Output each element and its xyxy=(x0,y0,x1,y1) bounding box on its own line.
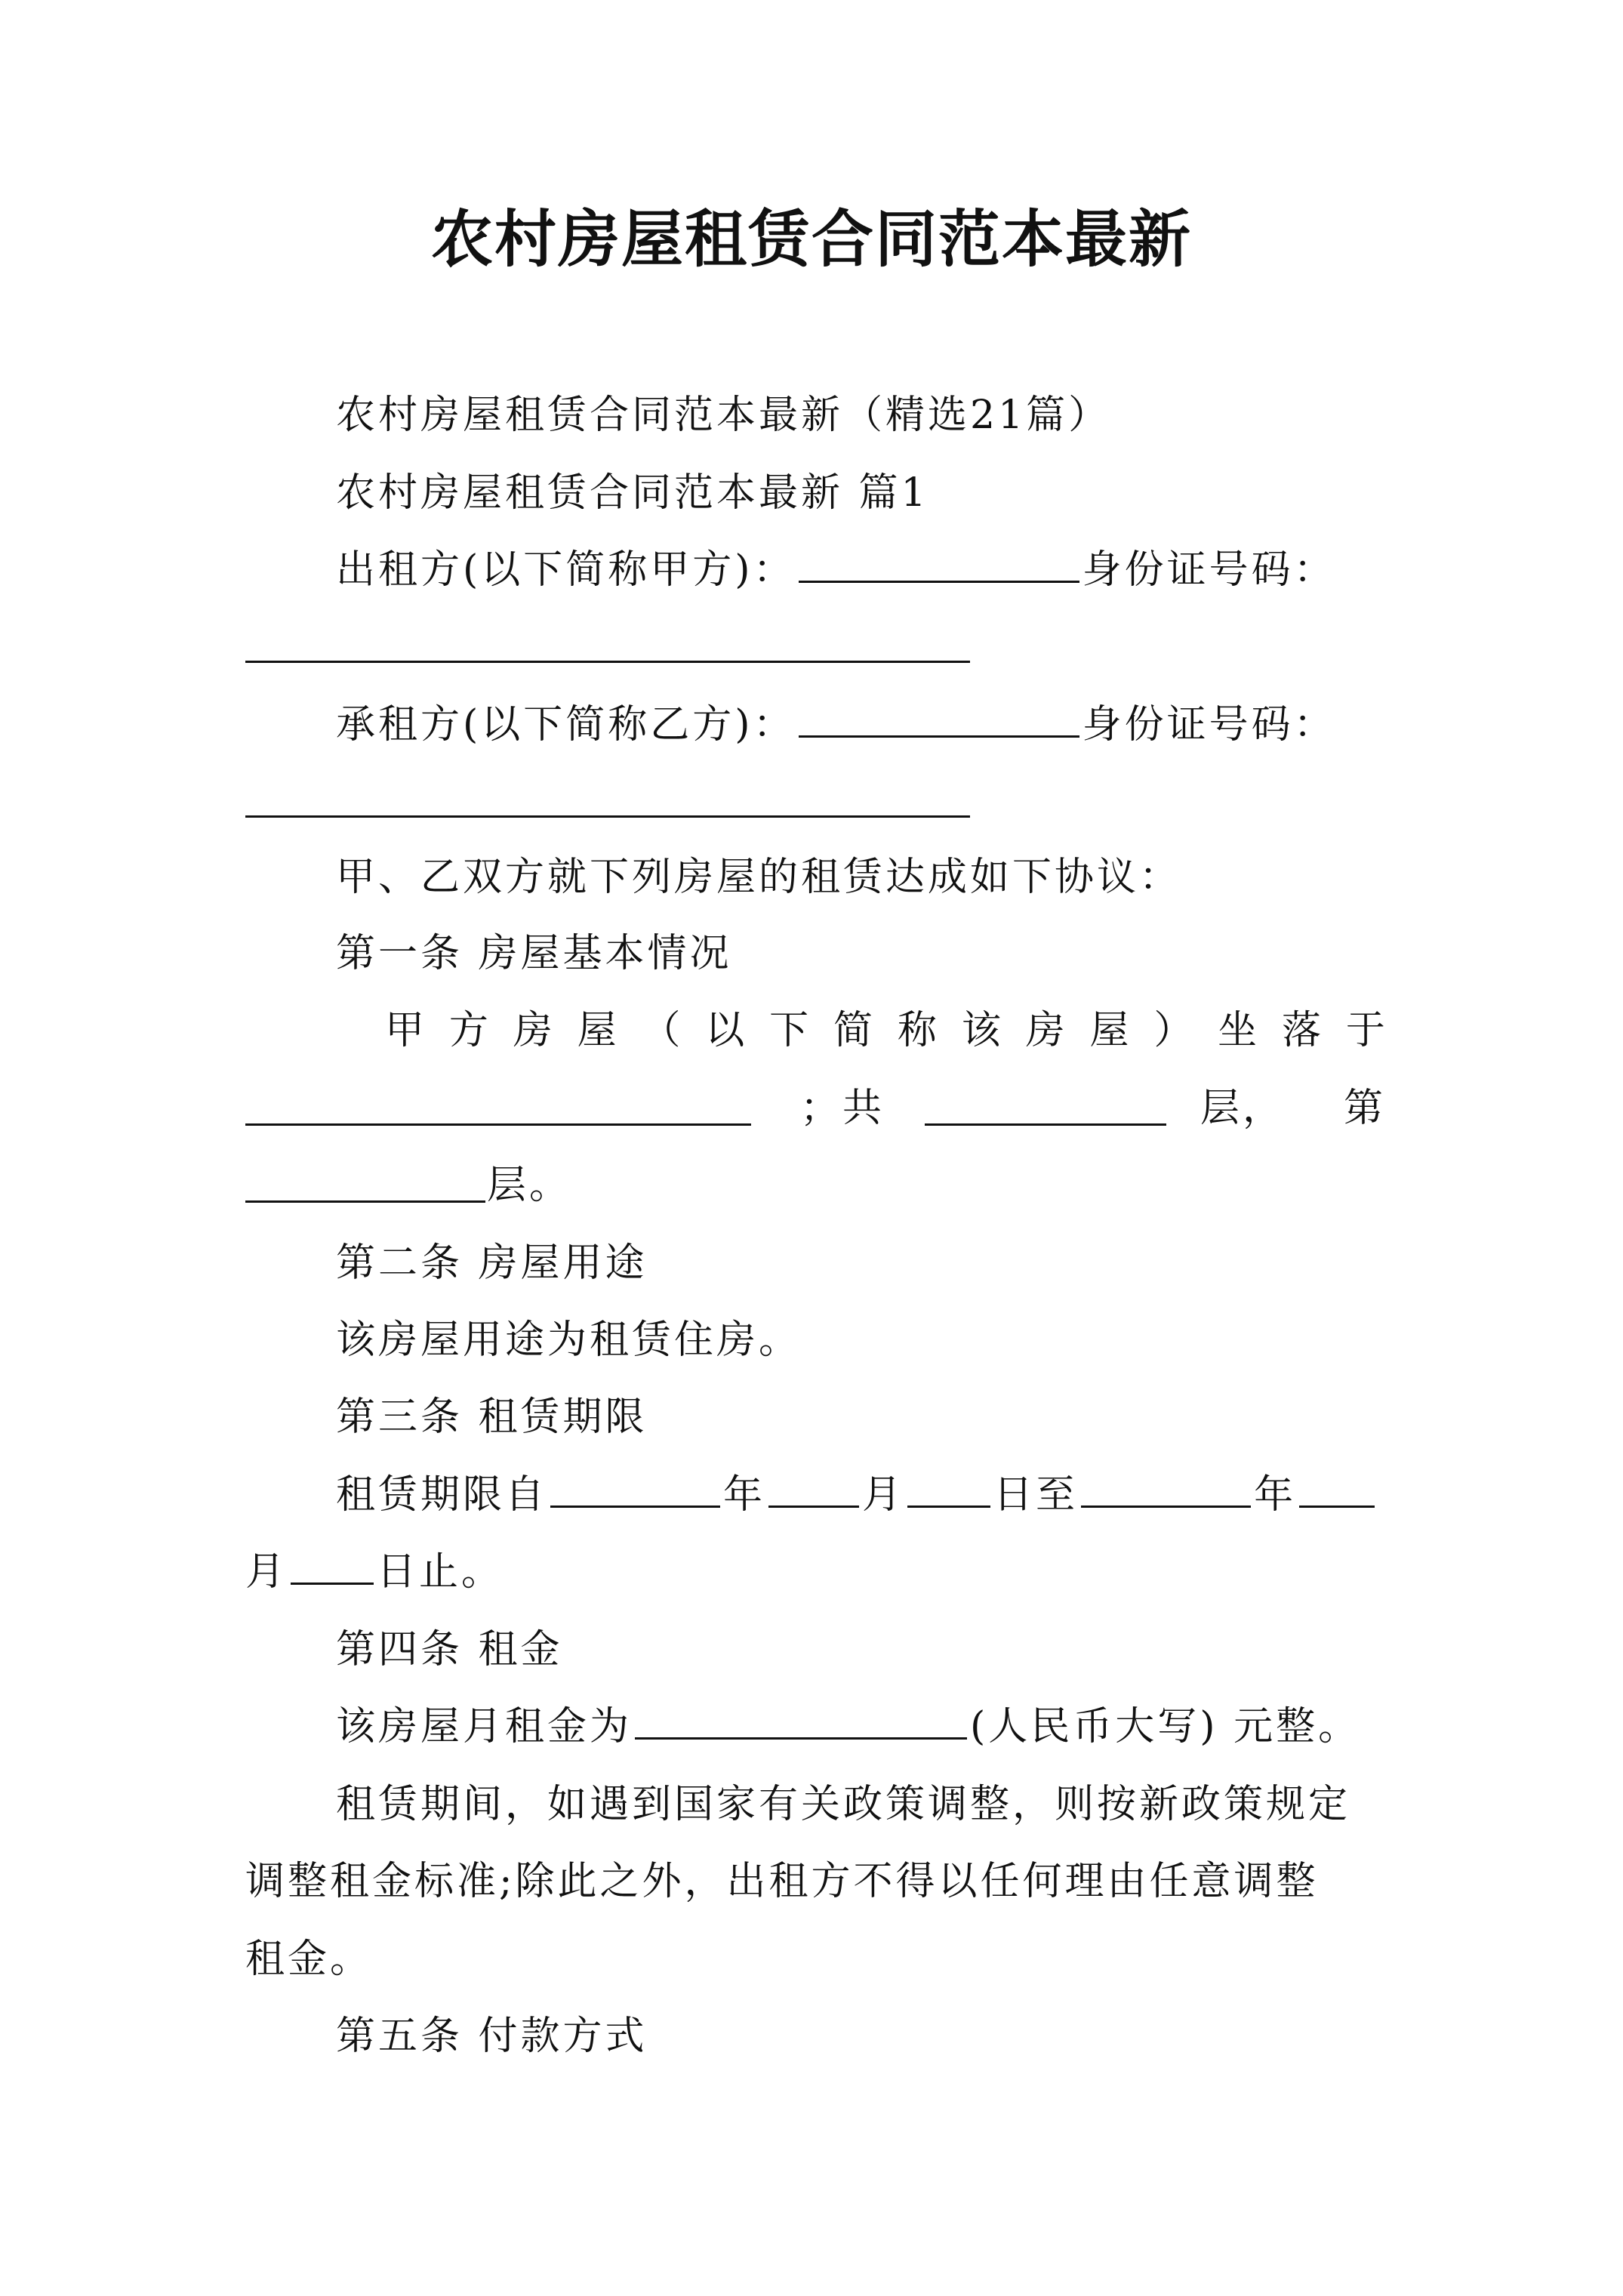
article-1-location-line xyxy=(385,1004,1385,1057)
location-char: 甲 xyxy=(385,1008,425,1053)
document-title: 农村房屋租赁合同范本最新 xyxy=(430,203,1192,276)
floor-number-label: 第 xyxy=(1344,1086,1387,1131)
start-day-blank xyxy=(907,1469,990,1508)
lessor-line xyxy=(336,544,1336,596)
lessee-id-label: 身份证号码： xyxy=(1082,702,1336,747)
end-year-blank xyxy=(1081,1469,1251,1508)
location-char: 坐 xyxy=(1218,1008,1258,1053)
end-month-label: 月 xyxy=(245,1549,288,1595)
end-month-blank xyxy=(1299,1469,1375,1508)
part-heading: 农村房屋租赁合同范本最新 篇1 xyxy=(336,470,929,516)
start-year-blank xyxy=(550,1469,720,1508)
rent-paragraph-line-3: 租金。 xyxy=(245,1937,373,1982)
end-year-label: 年 xyxy=(1254,1472,1297,1518)
article-5-title: 第五条 付款方式 xyxy=(336,2014,648,2059)
start-month-blank xyxy=(768,1469,859,1508)
location-char: 房 xyxy=(1025,1008,1065,1053)
rent-paragraph-line-1: 租赁期间，如遇到国家有关政策调整，则按新政策规定 xyxy=(336,1782,1351,1827)
lease-term-line-2 xyxy=(245,1546,504,1598)
start-year-label: 年 xyxy=(723,1472,766,1518)
location-char: 房 xyxy=(513,1008,553,1053)
rent-suffix: (人民币大写) 元整。 xyxy=(970,1704,1361,1749)
end-day-label: 日止。 xyxy=(377,1549,504,1595)
floors-total-label: ；共 xyxy=(800,1086,885,1131)
rent-prefix: 该房屋月租金为 xyxy=(336,1704,633,1749)
location-char: 该 xyxy=(961,1008,1001,1053)
floor-number-blank xyxy=(245,1200,485,1203)
floor-number-end: 层。 xyxy=(487,1163,572,1208)
lessee-id-blank xyxy=(245,815,970,818)
lessee-line xyxy=(336,698,1336,751)
location-blank xyxy=(245,1123,751,1126)
floors-total-blank xyxy=(925,1123,1166,1126)
rent-paragraph-line-2: 调整租金标准;除此之外，出租方不得以任何理由任意调整 xyxy=(245,1859,1319,1904)
location-char: 落 xyxy=(1282,1008,1322,1053)
location-char: （ xyxy=(641,1008,681,1053)
location-char: ） xyxy=(1153,1008,1193,1053)
lessor-name-blank xyxy=(799,544,1079,583)
agreement-text: 甲、乙双方就下列房屋的租赁达成如下协议： xyxy=(336,855,1182,900)
subtitle: 农村房屋租赁合同范本最新（精选21篇） xyxy=(336,393,1111,438)
location-char: 于 xyxy=(1345,1008,1385,1053)
rent-line xyxy=(336,1700,1360,1753)
start-day-to-label: 日至 xyxy=(993,1472,1079,1518)
end-day-blank xyxy=(291,1546,374,1585)
location-char: 方 xyxy=(448,1008,488,1053)
article-1-title: 第一条 房屋基本情况 xyxy=(336,931,732,976)
article-2-title: 第二条 房屋用途 xyxy=(336,1240,648,1286)
lease-term-line xyxy=(336,1469,1378,1521)
lessee-name-blank xyxy=(799,699,1079,738)
article-3-title: 第三条 租赁期限 xyxy=(336,1395,648,1440)
location-char: 以 xyxy=(705,1008,745,1053)
location-char: 屋 xyxy=(1089,1008,1129,1053)
location-char: 简 xyxy=(833,1008,873,1053)
lessee-label: 承租方(以下简称乙方)： xyxy=(336,702,796,747)
lessor-id-label: 身份证号码： xyxy=(1082,547,1336,593)
location-char: 称 xyxy=(897,1008,937,1053)
rent-amount-blank xyxy=(635,1701,967,1740)
article-4-title: 第四条 租金 xyxy=(336,1627,563,1672)
term-from-label: 租赁期限自 xyxy=(336,1472,548,1518)
floors-unit-label: 层， xyxy=(1200,1086,1286,1131)
location-char: 下 xyxy=(769,1008,809,1053)
location-char: 屋 xyxy=(577,1008,617,1053)
article-2-text: 该房屋用途为租赁住房。 xyxy=(336,1318,802,1363)
lessor-id-blank xyxy=(245,661,970,663)
lessor-label: 出租方(以下简称甲方)： xyxy=(336,547,796,593)
start-month-label: 月 xyxy=(862,1472,905,1518)
